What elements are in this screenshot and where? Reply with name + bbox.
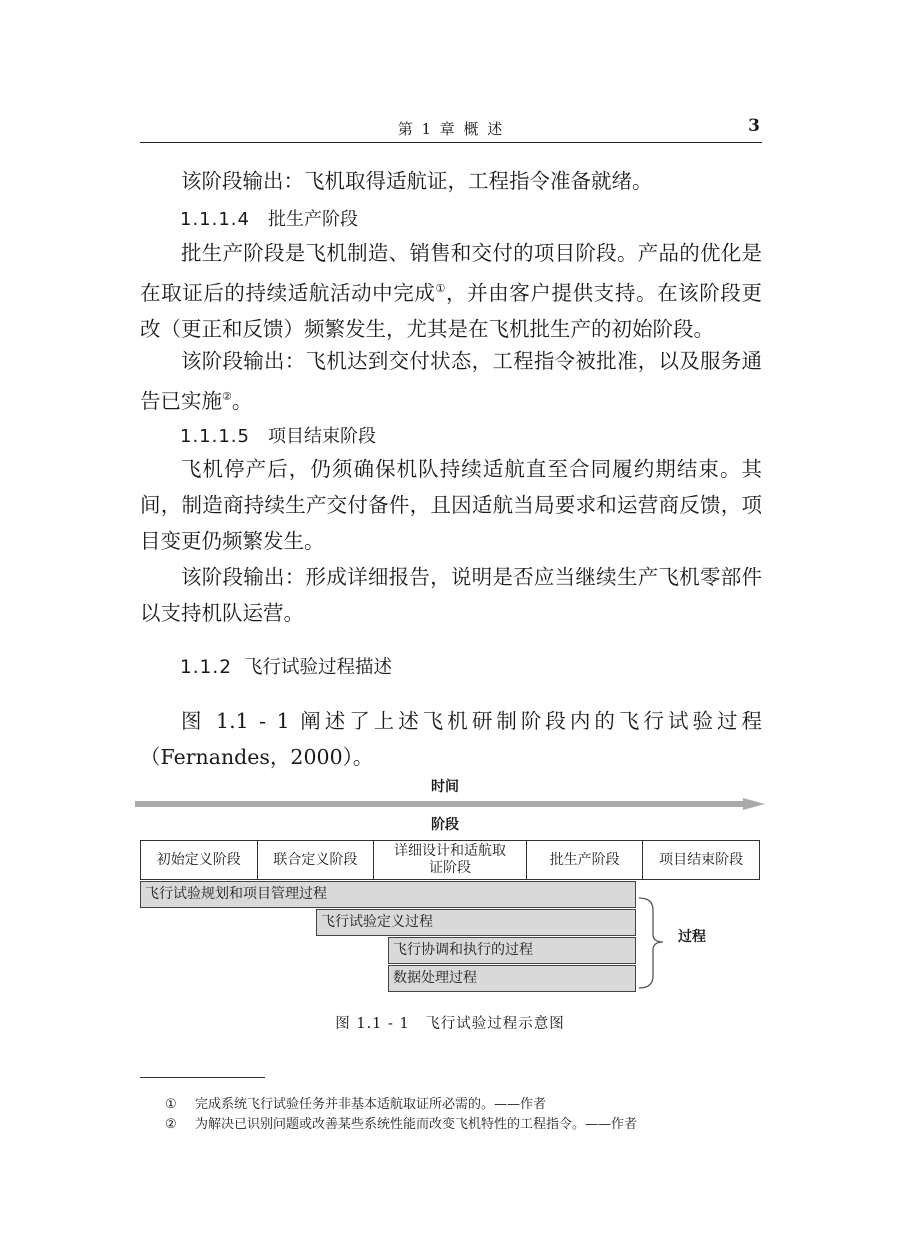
paragraph-output-2 <box>140 343 762 419</box>
running-header <box>140 116 762 143</box>
phase-row <box>140 840 760 880</box>
paragraph-project-end: 飞机停产后，仍须确保机队持续适航直至合同履约期结束。其间，制造商持续生产交付备件，且因适航当局要求和运营商反馈，项目变更仍频繁发生。 <box>140 457 762 553</box>
section-title: 项目结束阶段 <box>268 426 376 447</box>
phase-cell: 批生产阶段 <box>527 841 644 879</box>
phase-label: 阶段 <box>431 817 459 833</box>
paragraph-text: ，并由客户提供支持。在该阶段更改（更正和反馈）频繁发生，尤其是在飞机批生产的初始阶段。 <box>140 281 763 341</box>
section-1-1-2-heading <box>180 653 392 679</box>
phase-cell: 详细设计和适航取证阶段 <box>374 841 527 879</box>
footnote-text: 完成系统飞行试验任务并非基本适航取证所必需的。——作者 <box>195 1097 547 1112</box>
section-title: 批生产阶段 <box>268 209 358 230</box>
process-bar: 飞行试验规划和项目管理过程 <box>140 881 636 908</box>
process-bar: 飞行协调和执行的过程 <box>388 937 636 964</box>
footnote-text: 为解决已识别问题或改善某些系统性能而改变飞机特性的工程指令。——作者 <box>195 1117 638 1132</box>
section-number: 1.1.1.5 <box>180 426 250 447</box>
chapter-title: 第 1 章 概 述 <box>397 120 505 138</box>
footnote <box>165 1093 546 1112</box>
footnote-divider <box>140 1077 265 1078</box>
paragraph-figure-intro: 图 1.1 - 1 阐述了上述飞机研制阶段内的飞行试验过程（Fernandes，2000）。 <box>140 709 762 769</box>
paragraph-text: 。 <box>231 389 253 413</box>
figure-caption: 图 1.1 - 1 飞行试验过程示意图 <box>335 1016 565 1032</box>
footnote <box>165 1113 637 1132</box>
process-label: 过程 <box>678 929 706 945</box>
right-brace-icon <box>635 896 675 992</box>
phase-cell: 项目结束阶段 <box>659 851 744 868</box>
page-number: 3 <box>748 116 760 136</box>
phase-cell: 联合定义阶段 <box>258 841 375 879</box>
paragraph-output-1: 该阶段输出：飞机取得适航证，工程指令准备就绪。 <box>181 169 653 193</box>
footnote-mark: ① <box>165 1097 177 1112</box>
section-title: 飞行试验过程描述 <box>244 657 393 678</box>
footnote-ref-2: ② <box>222 390 232 403</box>
paragraph-output-3: 该阶段输出：形成详细报告，说明是否应当继续生产飞机零部件以支持机队运营。 <box>140 565 762 625</box>
footnote-ref-1: ① <box>435 282 446 295</box>
time-label: 时间 <box>431 779 459 795</box>
section-number: 1.1.2 <box>180 657 233 678</box>
paragraph-text: 批生产阶段是飞机制造、销售和交付的项目阶段。产品的优化是在取证后的持续适航活动中完成 <box>140 241 762 305</box>
section-1-1-1-4-heading <box>180 205 358 231</box>
time-arrow-icon <box>135 798 767 810</box>
paragraph-text: 该阶段输出：飞机达到交付状态，工程指令被批准，以及服务通告已实施 <box>140 349 762 413</box>
footnote-mark: ② <box>165 1117 177 1132</box>
section-1-1-1-5-heading <box>180 422 376 448</box>
process-bar: 飞行试验定义过程 <box>316 909 636 936</box>
section-number: 1.1.1.4 <box>180 209 250 230</box>
flight-test-process-figure <box>135 770 767 1010</box>
phase-cell: 初始定义阶段 <box>141 841 258 879</box>
process-bar: 数据处理过程 <box>388 965 636 992</box>
paragraph-batch-production <box>140 235 762 347</box>
